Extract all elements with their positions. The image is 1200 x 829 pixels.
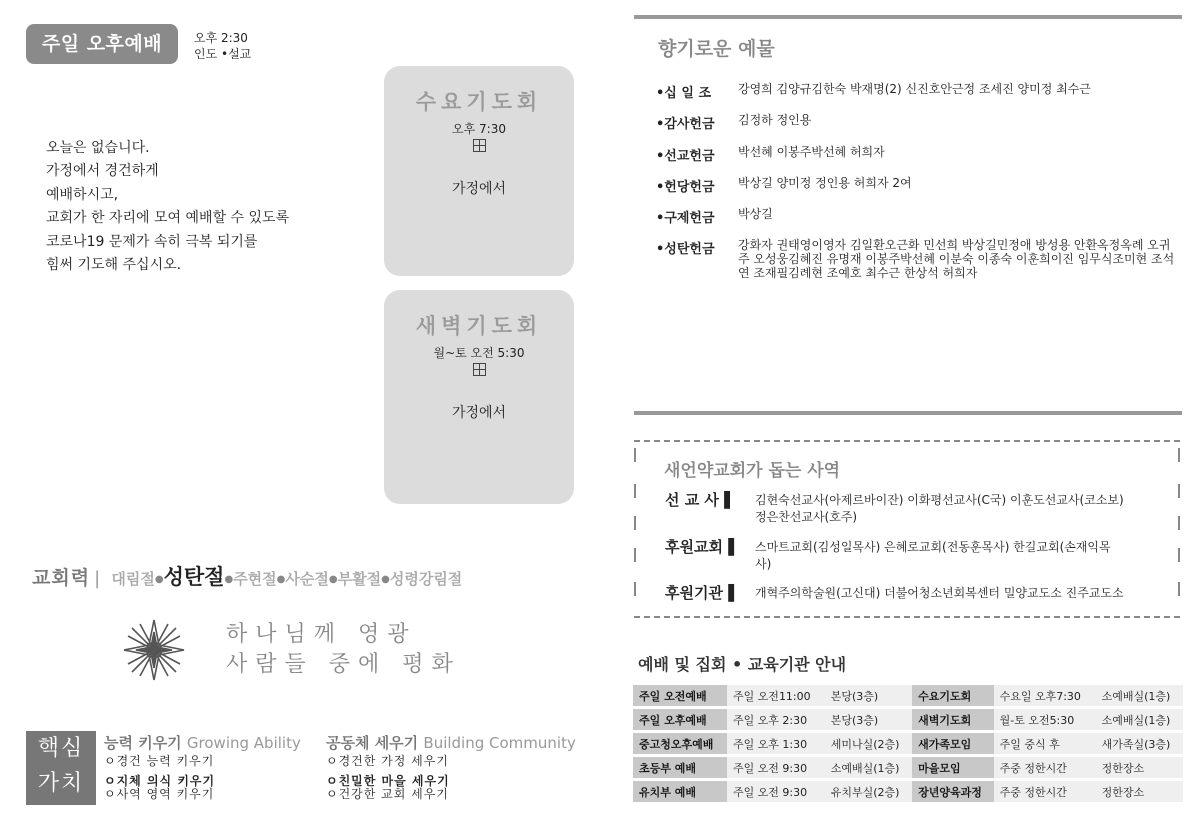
- core-item: ㅇ지체 의식 키우기: [104, 774, 216, 788]
- table-row: [633, 757, 1183, 778]
- table-cell: 본당(3층): [825, 685, 912, 706]
- divider: [634, 582, 636, 596]
- divider: [1178, 548, 1180, 562]
- wednesday-prayer-time: 오후 7:30: [452, 122, 506, 136]
- table-cell: 소예배실(1층): [825, 757, 912, 778]
- offering-names: 강영희 김양규김한숙 박재명(2) 신진호안근정 조세진 양미정 최수근: [738, 82, 1091, 96]
- table-cell: 유치부실(2층): [825, 781, 912, 802]
- divider: [634, 548, 636, 562]
- closed-message-line: 예배하시고,: [46, 186, 119, 203]
- dawn-prayer-place: 가정에서: [451, 405, 507, 421]
- core-values-label-line: 핵심: [37, 736, 85, 761]
- divider: [1178, 582, 1180, 596]
- star-icon: [122, 618, 186, 682]
- offering-names: 김정하 정인용: [738, 113, 812, 127]
- table-row: [633, 709, 1183, 730]
- church-calendar: [32, 561, 462, 591]
- table-row: [633, 733, 1183, 754]
- table-cell: 마을모임: [912, 757, 994, 778]
- wednesday-prayer-box: [384, 66, 574, 276]
- table-cell: 정한장소: [1096, 757, 1183, 778]
- closed-message: [46, 137, 289, 277]
- support-names: 스마트교회(김성일목사) 은혜로교회(전동훈목사) 한길교회(손재익목사): [755, 540, 1111, 571]
- divider: [1178, 448, 1180, 462]
- sunday-pm-info: [194, 30, 251, 62]
- table-cell: 장년양육과정: [912, 781, 994, 802]
- table-cell: 주일 오전11:00: [727, 685, 825, 706]
- divider: [634, 516, 636, 530]
- support-label: 선 교 사 ▌: [665, 491, 736, 509]
- bullet-icon: ●: [276, 574, 286, 585]
- core-values-community: [326, 734, 576, 801]
- core-values-ability-title: [104, 734, 301, 752]
- table-cell: 수요일 오후7:30: [994, 685, 1096, 706]
- closed-message-line: 가정에서 경건하게: [46, 163, 159, 180]
- table-cell: 주일 오전예배: [633, 685, 727, 706]
- closed-message-line: 힘써 기도해 주십시오.: [46, 257, 182, 274]
- dawn-prayer-time: 월~토 오전 5:30: [433, 346, 525, 360]
- sunday-pm-leader: 인도 •설교: [194, 47, 252, 61]
- table-cell: 새가족실(3층): [1096, 733, 1183, 754]
- offering-label: •선교헌금: [656, 149, 715, 164]
- core-values-community-title: [326, 734, 576, 752]
- motto: [226, 620, 461, 680]
- divider: [634, 484, 636, 498]
- support-label: 후원기관 ▌: [665, 584, 740, 602]
- divider: [1178, 484, 1180, 498]
- church-calendar-label: 교회력: [32, 567, 91, 589]
- offering-names: 강화자 권태영이영자 김일환오근화 민선희 박상길민정애 방성용 안환옥정옥례 오귀주 오성웅김혜진 유명재 이봉주박선혜 이분숙 이종숙 이훈희이진 임무식조미현 조석연 조재필김례현 조예호 최수근 한상석 허희자: [738, 238, 1175, 280]
- core-title-en: Growing Ability: [186, 734, 301, 752]
- table-cell: 새벽기도회: [912, 709, 994, 730]
- table-cell: 주일 중식 후: [994, 733, 1096, 754]
- season: 성령강림절: [389, 570, 463, 588]
- dawn-prayer-box: [384, 290, 574, 504]
- motto-line: 사람들 중에 평화: [226, 652, 461, 677]
- table-row: [633, 685, 1183, 706]
- table-cell: 정한장소: [1096, 781, 1183, 802]
- core-title-en: Building Community: [423, 734, 576, 752]
- table-cell: 본당(3층): [825, 709, 912, 730]
- table-cell: 주일 오전 9:30: [727, 781, 825, 802]
- core-item: ㅇ건강한 교회 세우기: [326, 787, 449, 801]
- bullet-icon: ●: [381, 574, 390, 585]
- sunday-pm-title: 주일 오후예배: [26, 24, 178, 64]
- table-cell: 유치부 예배: [633, 781, 727, 802]
- offering-label: •헌당헌금: [656, 180, 715, 195]
- offering-label: •구제헌금: [656, 211, 715, 226]
- season: 사순절: [285, 570, 329, 588]
- season: 주현절: [233, 570, 277, 588]
- offering-label: •십 일 조: [656, 86, 712, 101]
- support-names: 개혁주의학술원(고신대) 더불어청소년회복센터 밀양교도소 진주교도소: [755, 586, 1124, 600]
- table-cell: 주중 정한시간: [994, 781, 1096, 802]
- sunday-pm-time: 오후 2:30: [194, 31, 248, 45]
- core-item: ㅇ친밀한 마을 세우기: [326, 774, 450, 788]
- table-cell: 수요기도회: [912, 685, 994, 706]
- season: 부활절: [337, 570, 382, 588]
- bullet-icon: ●: [224, 574, 234, 585]
- divider: |: [94, 568, 101, 589]
- offering-names: 박상길 양미정 정인용 허희자 2여: [738, 176, 912, 190]
- season-current: 성탄절: [163, 565, 225, 589]
- support-label: 후원교회 ▌: [665, 538, 740, 556]
- plus-box-icon: [473, 363, 486, 376]
- plus-box-icon: [473, 139, 486, 152]
- closed-message-line: 코로나19 문제가 속히 극복 되기를: [46, 233, 258, 250]
- table-cell: 주일 오후 2:30: [727, 709, 825, 730]
- table-cell: 소예배실(1층): [1096, 685, 1183, 706]
- table-cell: 월-토 오전5:30: [994, 709, 1096, 730]
- schedule-table: [633, 682, 1183, 805]
- bullet-icon: ●: [154, 574, 164, 585]
- closed-message-line: 오늘은 없습니다.: [46, 140, 150, 156]
- core-values-label-line: 가치: [37, 771, 85, 796]
- table-cell: 주일 오후예배: [633, 709, 727, 730]
- table-row: [633, 781, 1183, 802]
- core-title-ko: 능력 키우기: [104, 734, 182, 752]
- motto-line: 하나님께 영광: [226, 622, 417, 647]
- dawn-prayer-title: 새벽기도회: [415, 314, 543, 338]
- offering-names: 박선혜 이봉주박선혜 허희자: [738, 145, 885, 159]
- offerings-title: 향기로운 예물: [658, 38, 775, 60]
- table-cell: 주일 오후 1:30: [727, 733, 825, 754]
- table-cell: 세미나실(2층): [825, 733, 912, 754]
- season: 대림절: [111, 570, 155, 588]
- table-cell: 주중 정한시간: [994, 757, 1096, 778]
- wednesday-prayer-place: 가정에서: [451, 181, 507, 197]
- schedule-title: 예배 및 집회 • 교육기관 안내: [638, 655, 847, 674]
- core-item: ㅇ경건 능력 키우기: [104, 754, 215, 768]
- core-values-ability: [104, 734, 301, 801]
- core-values-label: [26, 731, 96, 805]
- offering-label: •성탄헌금: [656, 242, 715, 257]
- table-cell: 초등부 예배: [633, 757, 727, 778]
- wednesday-prayer-title: 수요기도회: [415, 90, 543, 114]
- support-names: 김현숙선교사(아제르바이잔) 이화평선교사(C국) 이훈도선교사(코소보) 정은찬선교사(호주): [755, 493, 1124, 524]
- table-cell: 중고청오후예배: [633, 733, 727, 754]
- divider: [634, 448, 636, 462]
- core-title-ko: 공동체 세우기: [326, 734, 419, 752]
- divider: [634, 15, 1182, 19]
- closed-message-line: 교회가 한 자리에 모여 예배할 수 있도록: [46, 210, 290, 227]
- offering-label: •감사헌금: [656, 117, 715, 132]
- core-item: ㅇ사역 영역 키우기: [104, 787, 215, 801]
- table-cell: 새가족모임: [912, 733, 994, 754]
- table-cell: 소예배실(1층): [1096, 709, 1183, 730]
- bullet-icon: ●: [328, 574, 338, 585]
- table-cell: 주일 오전 9:30: [727, 757, 825, 778]
- divider: [1178, 516, 1180, 530]
- support-title: 새언약교회가 돕는 사역: [664, 461, 841, 481]
- divider: [634, 411, 1182, 415]
- core-item: ㅇ경건한 가정 세우기: [326, 754, 449, 768]
- offering-names: 박상길: [738, 207, 773, 221]
